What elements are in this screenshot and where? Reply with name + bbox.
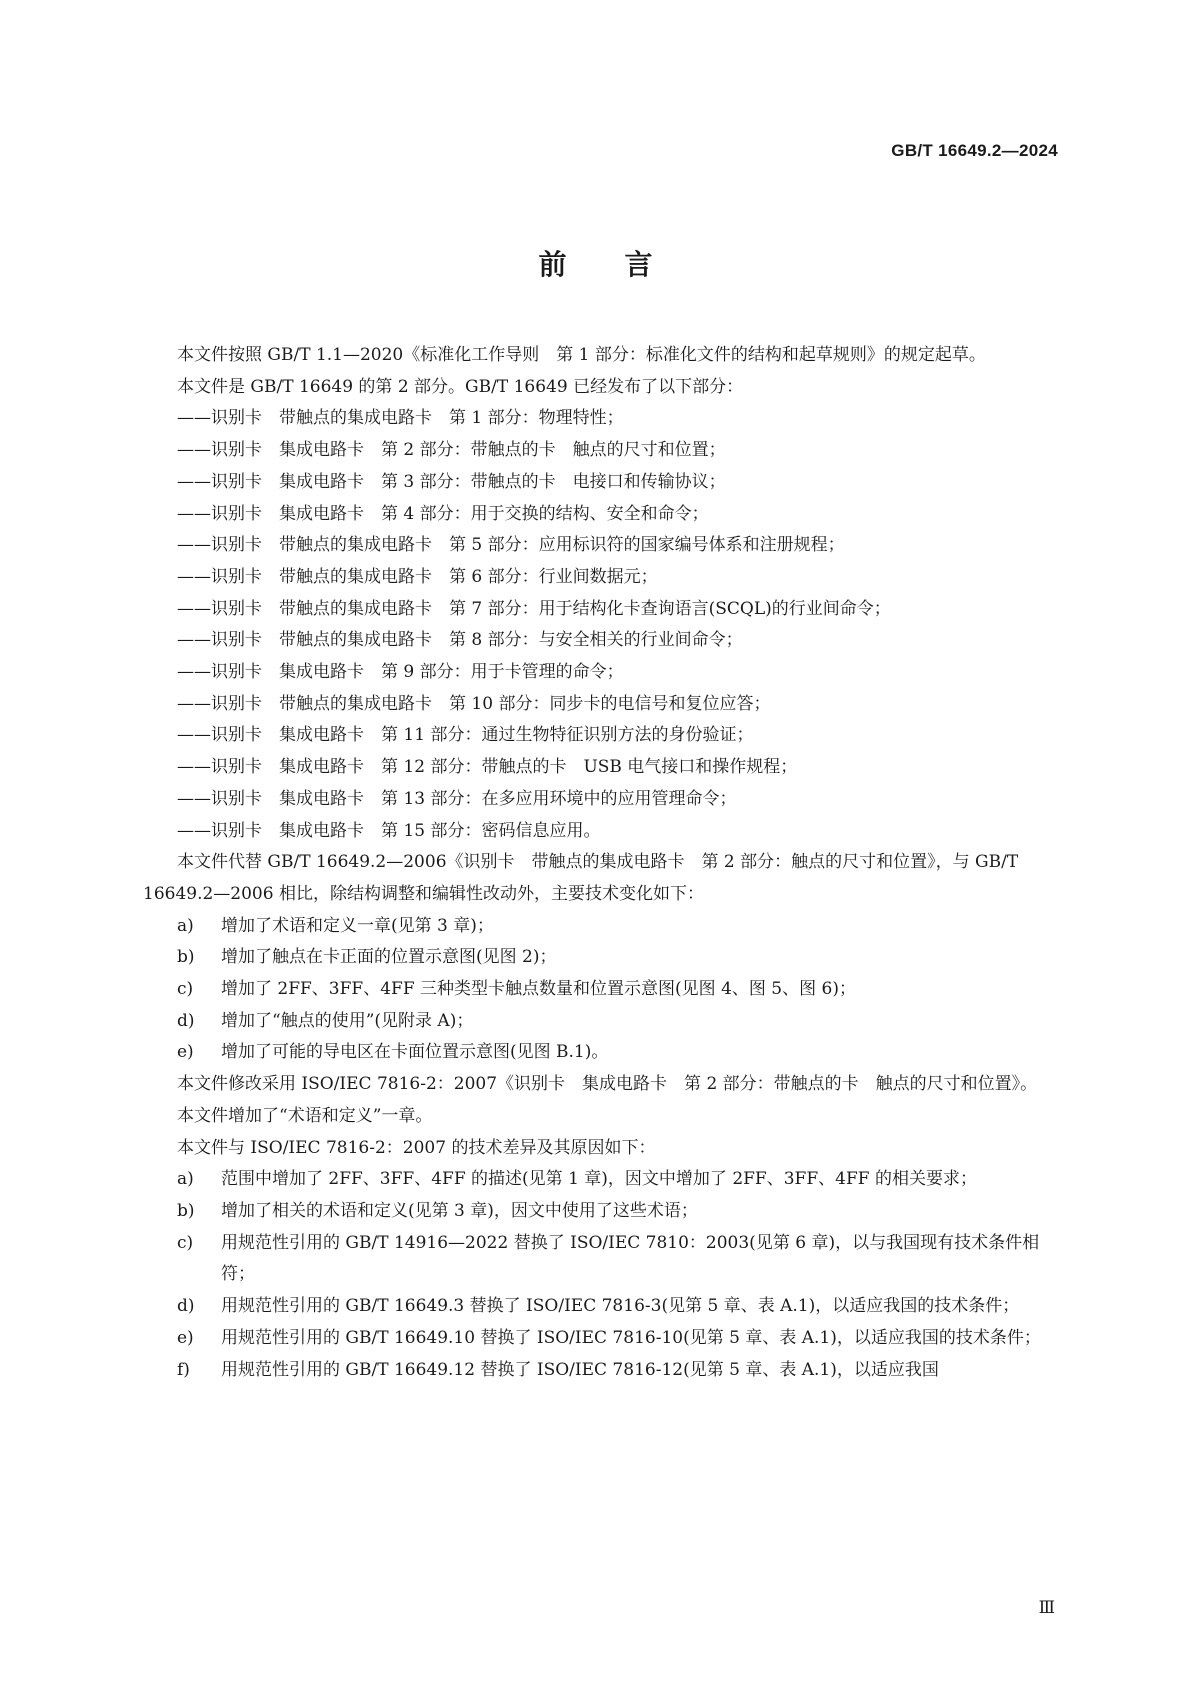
item-text: 增加了触点在卡正面的位置示意图(见图 2)； xyxy=(221,947,557,968)
page-number: Ⅲ xyxy=(1038,1598,1055,1618)
page-title: 前言 xyxy=(538,248,711,281)
item-text: 增加了相关的术语和定义(见第 3 章)，因文中使用了这些术语； xyxy=(221,1200,698,1221)
item-text: 用规范性引用的 GB/T 16649.10 替换了 ISO/IEC 7816-10(见第 5 章、表 A.1)，以适应我国的技术条件； xyxy=(221,1327,1041,1348)
adoption-paragraph: 本文件修改采用 ISO/IEC 7816-2：2007《识别卡 集成电路卡 第 2 部分：带触点的卡 触点的尺寸和位置》。 xyxy=(177,1074,1038,1095)
list-item: ——识别卡 集成电路卡 第 15 部分：密码信息应用。 xyxy=(177,820,601,841)
list-item: ——识别卡 集成电路卡 第 3 部分：带触点的卡 电接口和传输协议； xyxy=(177,471,726,492)
item-label: f) xyxy=(177,1359,190,1380)
intro-paragraph: 本文件按照 GB/T 1.1—2020《标准化工作导则 第 1 部分：标准化文件的结构和起草规则》的规定起草。 xyxy=(177,345,986,365)
list-item: ——识别卡 带触点的集成电路卡 第 1 部分：物理特性； xyxy=(177,408,624,429)
differences-intro: 本文件与 ISO/IEC 7816-2：2007 的技术差异及其原因如下： xyxy=(177,1137,656,1158)
list-item: ——识别卡 带触点的集成电路卡 第 8 部分：与安全相关的行业间命令； xyxy=(177,630,743,651)
list-item: ——识别卡 带触点的集成电路卡 第 10 部分：同步卡的电信号和复位应答； xyxy=(177,693,771,714)
item-text: 范围中增加了 2FF、3FF、4FF 的描述(见第 1 章)，因文中增加了 2FF、3FF、4FF 的相关要求； xyxy=(221,1169,977,1190)
change-item xyxy=(143,974,1058,1006)
item-text: 用规范性引用的 GB/T 14916—2022 替换了 ISO/IEC 7810：2003(见第 6 章)，以与我国现有技术条件相符； xyxy=(221,1232,1040,1285)
item-label: e) xyxy=(177,1327,194,1348)
change-item xyxy=(143,911,1058,943)
change-item xyxy=(143,1006,1058,1038)
list-item: ——识别卡 集成电路卡 第 2 部分：带触点的卡 触点的尺寸和位置； xyxy=(177,440,726,461)
item-label: b) xyxy=(177,1200,195,1221)
item-text: 用规范性引用的 GB/T 16649.3 替换了 ISO/IEC 7816-3(见第 5 章、表 A.1)，以适应我国的技术条件； xyxy=(221,1296,1020,1317)
item-text: 增加了“触点的使用”(见附录 A)； xyxy=(221,1010,474,1031)
document-body xyxy=(143,340,1058,1386)
difference-item xyxy=(143,1228,1058,1291)
item-label: c) xyxy=(177,1232,194,1253)
difference-item xyxy=(143,1355,1058,1387)
list-item: ——识别卡 带触点的集成电路卡 第 7 部分：用于结构化卡查询语言(SCQL)的行业间命令； xyxy=(177,598,891,619)
standard-number: GB/T 16649.2—2024 xyxy=(891,141,1058,160)
change-item xyxy=(143,942,1058,974)
item-label: a) xyxy=(177,1169,194,1190)
item-text: 用规范性引用的 GB/T 16649.12 替换了 ISO/IEC 7816-12(见第 5 章、表 A.1)，以适应我国 xyxy=(221,1359,939,1380)
item-text: 增加了 2FF、3FF、4FF 三种类型卡触点数量和位置示意图(见图 4、图 5、图 6)； xyxy=(221,979,856,1000)
item-text: 增加了可能的导电区在卡面位置示意图(见图 B.1)。 xyxy=(221,1042,609,1063)
intro-paragraph: 本文件是 GB/T 16649 的第 2 部分。GB/T 16649 已经发布了以下部分： xyxy=(177,376,744,397)
replace-paragraph: 本文件代替 GB/T 16649.2—2006《识别卡 带触点的集成电路卡 第 2 部分：触点的尺寸和位置》，与 GB/T 16649.2—2006 相比，除结构调整和编辑性改动外，主要技术变化如下： xyxy=(143,852,1019,904)
difference-item xyxy=(143,1291,1058,1323)
list-item: ——识别卡 带触点的集成电路卡 第 5 部分：应用标识符的国家编号体系和注册规程； xyxy=(177,535,845,556)
item-text: 增加了术语和定义一章(见第 3 章)； xyxy=(221,915,494,936)
difference-item xyxy=(143,1323,1058,1355)
list-item: ——识别卡 集成电路卡 第 12 部分：带触点的卡 USB 电气接口和操作规程； xyxy=(177,757,798,778)
item-label: b) xyxy=(177,947,195,968)
list-item: ——识别卡 带触点的集成电路卡 第 6 部分：行业间数据元； xyxy=(177,566,658,587)
change-item xyxy=(143,1037,1058,1069)
addition-paragraph: 本文件增加了“术语和定义”一章。 xyxy=(177,1105,433,1126)
item-label: d) xyxy=(177,1296,195,1317)
difference-item xyxy=(143,1164,1058,1196)
item-label: a) xyxy=(177,915,194,936)
difference-item xyxy=(143,1196,1058,1228)
item-label: e) xyxy=(177,1042,194,1063)
list-item: ——识别卡 集成电路卡 第 11 部分：通过生物特征识别方法的身份验证； xyxy=(177,725,754,746)
list-item: ——识别卡 集成电路卡 第 4 部分：用于交换的结构、安全和命令； xyxy=(177,503,709,524)
list-item: ——识别卡 集成电路卡 第 13 部分：在多应用环境中的应用管理命令； xyxy=(177,788,737,809)
item-label: d) xyxy=(177,1010,195,1031)
item-label: c) xyxy=(177,979,194,1000)
list-item: ——识别卡 集成电路卡 第 9 部分：用于卡管理的命令； xyxy=(177,662,624,683)
